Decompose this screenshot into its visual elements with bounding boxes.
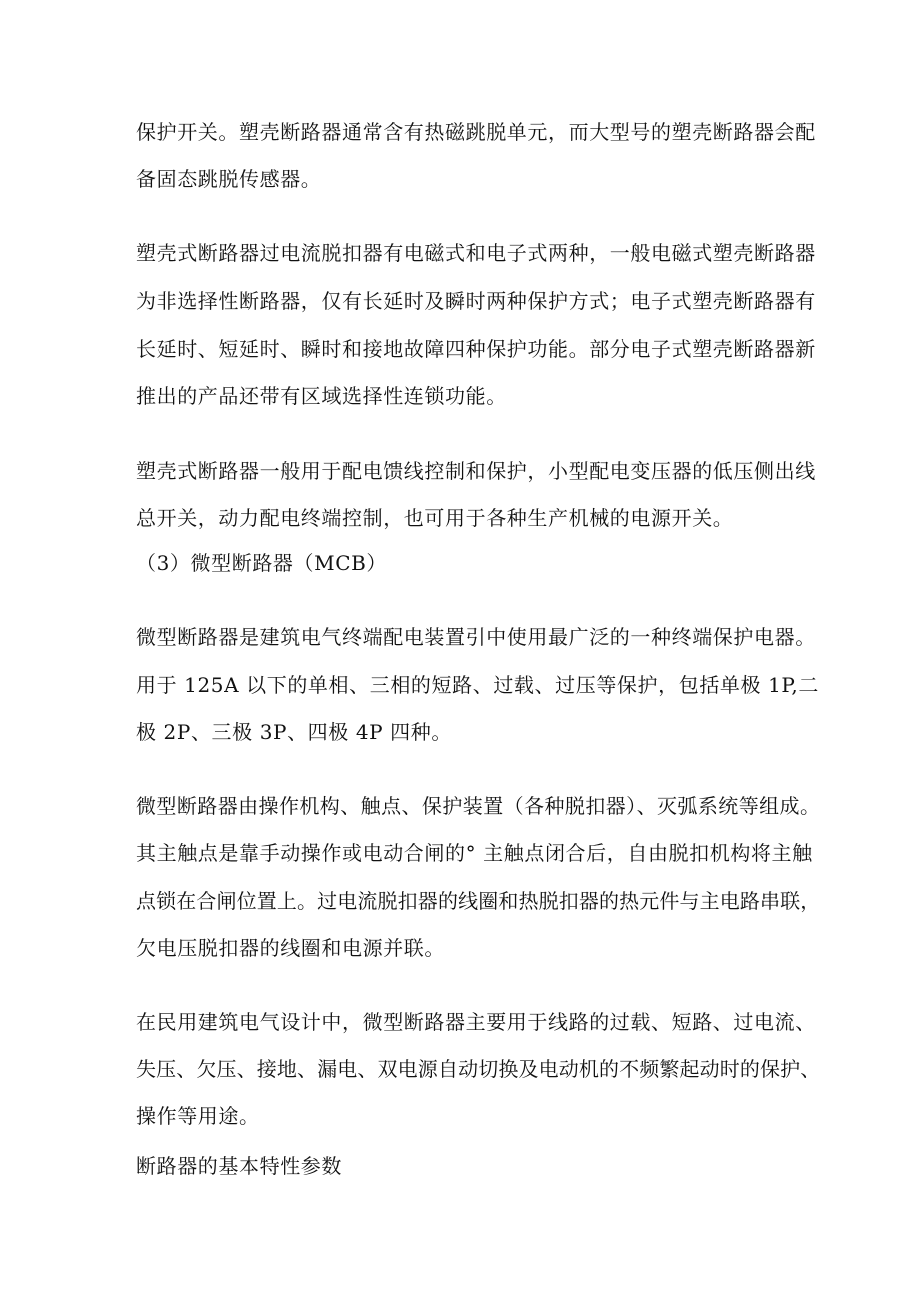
paragraph-7-line-1: 断路器的基本特性参数 xyxy=(136,1154,342,1178)
section-heading-mcb: （3）微型断路器（MCB） xyxy=(136,551,388,575)
paragraph-2-line-3: 长延时、短延时、瞬时和接地故障四种保护功能。部分电子式塑壳断路器新 xyxy=(136,337,816,361)
paragraph-6-line-3: 操作等用途。 xyxy=(136,1104,260,1128)
paragraph-1-line-2: 备固态跳脱传感器。 xyxy=(136,167,322,191)
paragraph-2-line-4: 推出的产品还带有区域选择性连锁功能。 xyxy=(136,384,507,408)
paragraph-4-line-3: 极 2P、三极 3P、四极 4P 四种。 xyxy=(136,720,452,744)
paragraph-5-line-2: 其主触点是靠手动操作或电动合闸的° 主触点闭合后，自由脱扣机构将主触 xyxy=(136,841,813,865)
paragraph-5-line-4: 欠电压脱扣器的线圈和电源并联。 xyxy=(136,936,445,960)
paragraph-3-line-1: 塑壳式断路器一般用于配电馈线控制和保护，小型配电变压器的低压侧出线 xyxy=(136,459,816,483)
paragraph-2-line-1: 塑壳式断路器过电流脱扣器有电磁式和电子式两种，一般电磁式塑壳断路器 xyxy=(136,241,816,265)
paragraph-2-line-2: 为非选择性断路器，仅有长延时及瞬时两种保护方式；电子式塑壳断路器有 xyxy=(136,289,816,313)
paragraph-5-line-1: 微型断路器由操作机构、触点、保护装置（各种脱扣器）、灭弧系统等组成。 xyxy=(136,794,821,818)
paragraph-6-line-2: 失压、欠压、接地、漏电、双电源自动切换及电动机的不频繁起动时的保护、 xyxy=(136,1057,821,1081)
paragraph-1-line-1: 保护开关。塑壳断路器通常含有热磁跳脱单元，而大型号的塑壳断路器会配 xyxy=(136,120,816,144)
paragraph-4-line-1: 微型断路器是建筑电气终端配电装置引中使用最广泛的一种终端保护电器。 xyxy=(136,625,816,649)
paragraph-4-line-2: 用于 125A 以下的单相、三相的短路、过载、过压等保护，包括单极 1P,二 xyxy=(136,673,819,697)
paragraph-3-line-2: 总开关，动力配电终端控制，也可用于各种生产机械的电源开关。 xyxy=(136,506,734,530)
paragraph-6-line-1: 在民用建筑电气设计中，微型断路器主要用于线路的过载、短路、过电流、 xyxy=(136,1010,816,1034)
paragraph-5-line-3: 点锁在合闸位置上。过电流脱扣器的线圈和热脱扣器的热元件与主电路串联， xyxy=(136,889,821,913)
